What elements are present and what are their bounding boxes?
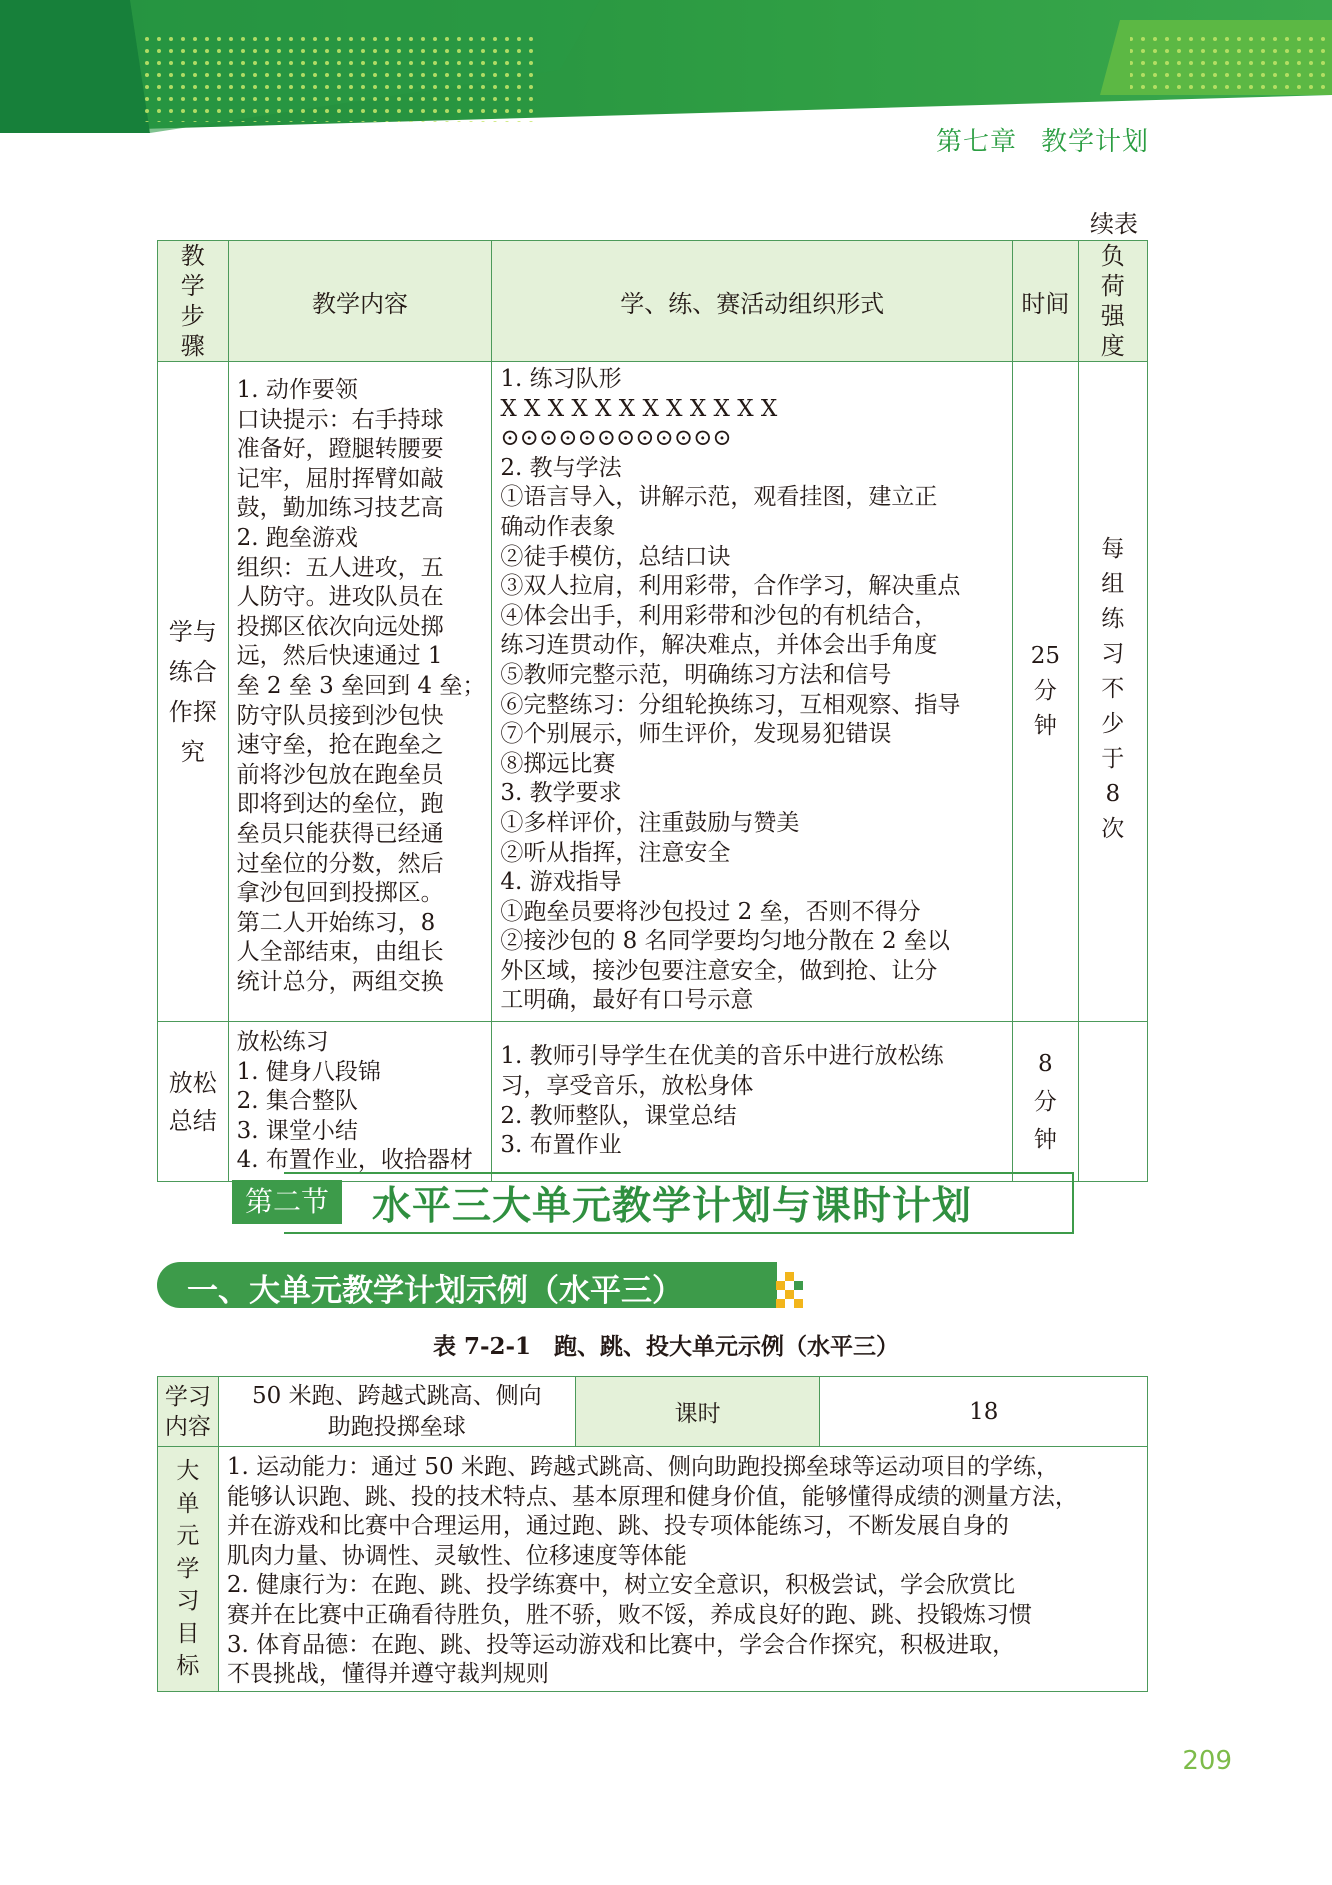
section-tag: 第二节 bbox=[232, 1180, 342, 1224]
text-line: ②听从指挥，注意安全 bbox=[500, 839, 731, 866]
text-line: 口诀提示：右手持球 bbox=[236, 406, 444, 433]
text-line: 大 bbox=[176, 1458, 200, 1485]
hours-value-cell: 18 bbox=[820, 1377, 1148, 1447]
time-stack bbox=[1013, 1045, 1077, 1159]
table-row bbox=[158, 362, 1148, 1022]
text-line: 3. 体育品德：在跑、跳、投等运动游戏和比赛中，学会合作探究，积极进取， bbox=[226, 1631, 1016, 1658]
text-line: 工明确，最好有口号示意 bbox=[500, 987, 754, 1014]
text-line: 练 bbox=[1101, 606, 1125, 632]
text-line: 学 bbox=[176, 1555, 200, 1582]
text-line: 钟 bbox=[1033, 1126, 1057, 1153]
text-line: ⊙⊙⊙⊙⊙⊙⊙⊙⊙⊙⊙⊙ bbox=[500, 425, 732, 452]
text-line: 1. 动作要领 bbox=[236, 377, 358, 403]
text-line: 准备好，蹬腿转腰要 bbox=[236, 436, 444, 463]
text-line: 25 bbox=[1030, 643, 1060, 669]
activity-cell bbox=[492, 362, 1013, 1022]
text-line: 过垒位的分数，然后 bbox=[236, 850, 444, 877]
text-line: 外区域，接沙包要注意安全，做到抢、让分 bbox=[500, 957, 938, 984]
text-line: 次 bbox=[1101, 816, 1125, 842]
text-line: 少 bbox=[1101, 711, 1125, 737]
text-line: 习，享受音乐，放松身体 bbox=[500, 1072, 754, 1099]
content-label-cell: 学习内容 bbox=[158, 1377, 219, 1447]
goals-cell bbox=[218, 1447, 1147, 1692]
time-stack bbox=[1013, 639, 1077, 744]
text-line: 拿沙包回到投掷区。 bbox=[236, 880, 444, 907]
text-line: 确动作表象 bbox=[500, 513, 616, 540]
text-line: 每 bbox=[1101, 536, 1125, 562]
text-line: 赛并在比赛中正确看待胜负，胜不骄，败不馁，养成良好的跑、跳、投锻炼习惯 bbox=[226, 1601, 1032, 1628]
text-line: 2. 跑垒游戏 bbox=[236, 524, 358, 551]
chapter-number: 第七章 bbox=[935, 127, 1017, 157]
text-line: 于 bbox=[1101, 746, 1125, 772]
text-line: 人全部结束，由组长 bbox=[236, 939, 444, 966]
text-line: 1. 运动能力：通过 50 米跑、跨越式跳高、侧向助跑投掷垒球等运动项目的学练， bbox=[226, 1454, 1060, 1480]
text-line: 分 bbox=[1033, 1088, 1057, 1115]
text-line: 练习连贯动作，解决难点，并体会出手角度 bbox=[500, 632, 938, 659]
table-header-row bbox=[158, 1377, 1148, 1447]
lesson-plan-table bbox=[157, 240, 1148, 1182]
text-line: ⑤教师完整示范，明确练习方法和信号 bbox=[500, 661, 892, 688]
text-line: ②接沙包的 8 名同学要均匀地分散在 2 垒以 bbox=[500, 928, 950, 955]
text-line: 前将沙包放在跑垒员 bbox=[236, 761, 444, 788]
text-line: 目 bbox=[176, 1620, 200, 1647]
subsection-heading bbox=[157, 1262, 797, 1308]
chapter-title: 教学计划 bbox=[1040, 127, 1149, 157]
text-line: 3. 布置作业 bbox=[500, 1132, 622, 1159]
text-line: 不畏挑战，懂得并遵守裁判规则 bbox=[226, 1661, 549, 1688]
section-heading bbox=[232, 1172, 1072, 1232]
text-line: 投掷区依次向远处掷 bbox=[236, 613, 444, 640]
content-value-lines bbox=[219, 1381, 575, 1443]
step-cell: 放松总结 bbox=[158, 1022, 229, 1182]
time-cell bbox=[1013, 362, 1078, 1022]
table-row bbox=[158, 1022, 1148, 1182]
text-line: 标 bbox=[176, 1653, 200, 1680]
content-cell bbox=[228, 362, 492, 1022]
load-cell bbox=[1078, 1022, 1147, 1182]
unit-plan-table bbox=[157, 1376, 1148, 1692]
checker-decoration-icon bbox=[767, 1272, 803, 1308]
text-line: 肌肉力量、协调性、灵敏性、位移速度等体能 bbox=[226, 1542, 687, 1569]
text-line: 能够认识跑、跳、投的技术特点、基本原理和健身价值，能够懂得成绩的测量方法， bbox=[226, 1483, 1078, 1510]
text-line: 人防守。进攻队员在 bbox=[236, 584, 444, 611]
text-line: 2. 集合整队 bbox=[236, 1088, 358, 1115]
table-header-row bbox=[158, 241, 1148, 362]
text-line: 习 bbox=[176, 1588, 200, 1615]
text-line: ⑧掷远比赛 bbox=[500, 750, 616, 777]
text-line: 3. 课堂小结 bbox=[236, 1117, 358, 1144]
text-line: 2. 健康行为：在跑、跳、投学练赛中，树立安全意识，积极尝试，学会欣赏比 bbox=[226, 1572, 1016, 1599]
text-line: ⑦个别展示，师生评价，发现易犯错误 bbox=[500, 721, 892, 748]
activity-lines bbox=[492, 362, 1012, 1016]
text-line: 分 bbox=[1033, 678, 1057, 704]
step-cell: 学与练合作探究 bbox=[158, 362, 229, 1022]
text-line: 组织：五人进攻，五 bbox=[236, 554, 444, 581]
header-cell-content: 教学内容 bbox=[228, 241, 492, 362]
text-line: 放松练习 bbox=[236, 1029, 329, 1055]
text-line: 第二人开始练习，8 bbox=[236, 909, 436, 936]
text-line: 防守队员接到沙包快 bbox=[236, 702, 444, 729]
text-line: 3. 教学要求 bbox=[500, 780, 622, 807]
text-line: 不 bbox=[1101, 676, 1125, 702]
table-caption: 表 7-2-1 跑、跳、投大单元示例（水平三） bbox=[432, 1333, 900, 1360]
text-line: ④体会出手，利用彩带和沙包的有机结合， bbox=[500, 602, 938, 629]
time-cell bbox=[1013, 1022, 1078, 1182]
text-line: 组 bbox=[1101, 571, 1125, 597]
text-line: 垒 2 垒 3 垒回到 4 垒； bbox=[236, 672, 486, 699]
text-line: 元 bbox=[176, 1523, 200, 1550]
text-line: ①多样评价，注重鼓励与赞美 bbox=[500, 809, 800, 836]
text-line: 统计总分，两组交换 bbox=[236, 968, 444, 995]
text-line: 2. 教与学法 bbox=[500, 454, 622, 481]
continued-label: 续表 bbox=[1090, 210, 1138, 238]
text-line: 4. 布置作业，收拾器材 bbox=[236, 1147, 473, 1174]
load-stack bbox=[1079, 362, 1147, 847]
header-banner bbox=[0, 0, 1332, 135]
goal-label-stack bbox=[158, 1455, 218, 1683]
text-line: 50 米跑、跨越式跳高、侧向 bbox=[252, 1382, 542, 1409]
text-line: X X X X X X X X X X X X bbox=[500, 395, 778, 422]
content-lines bbox=[229, 362, 492, 997]
goal-label-cell bbox=[158, 1447, 219, 1692]
load-cell bbox=[1078, 362, 1147, 1022]
page-number: 209 bbox=[1182, 1746, 1232, 1776]
activity-lines bbox=[492, 1042, 1012, 1160]
text-line: 2. 教师整队，课堂总结 bbox=[500, 1102, 737, 1129]
text-line: 习 bbox=[1101, 641, 1125, 667]
text-line: 1. 教师引导学生在优美的音乐中进行放松练 bbox=[500, 1043, 944, 1070]
header-cell-load: 负荷强度 bbox=[1078, 241, 1147, 362]
text-line: ①语言导入，讲解示范，观看挂图，建立正 bbox=[500, 484, 938, 511]
text-line: 1. 健身八段锦 bbox=[236, 1058, 381, 1085]
text-line: 鼓，勤加练习技艺高 bbox=[236, 495, 444, 522]
header-cell-activity: 学、练、赛活动组织形式 bbox=[492, 241, 1013, 362]
text-line: 单 bbox=[176, 1490, 200, 1517]
content-value-cell bbox=[218, 1377, 575, 1447]
text-line: ②徒手模仿，总结口诀 bbox=[500, 543, 731, 570]
text-line: 4. 游戏指导 bbox=[500, 869, 622, 896]
table-row bbox=[158, 1447, 1148, 1692]
text-line: ⑥完整练习：分组轮换练习，互相观察、指导 bbox=[500, 691, 961, 718]
chapter-heading bbox=[936, 121, 1149, 158]
header-cell-step: 教学步骤 bbox=[158, 241, 229, 362]
text-line: 钟 bbox=[1033, 713, 1057, 739]
hours-label-cell: 课时 bbox=[575, 1377, 820, 1447]
text-line: 并在游戏和比赛中合理运用，通过跑、跳、投专项体能练习，不断发展自身的 bbox=[226, 1513, 1009, 1540]
text-line: ③双人拉肩，利用彩带，合作学习，解决重点 bbox=[500, 573, 961, 600]
content-lines bbox=[229, 1022, 492, 1176]
goals-lines bbox=[219, 1447, 1147, 1690]
activity-cell bbox=[492, 1022, 1013, 1182]
text-line: 助跑投掷垒球 bbox=[327, 1413, 466, 1440]
text-line: ①跑垒员要将沙包投过 2 垒，否则不得分 bbox=[500, 898, 921, 925]
text-line: 远，然后快速通过 1 bbox=[236, 643, 443, 670]
text-line: 8 bbox=[1038, 1050, 1053, 1077]
subsection-title: 一、大单元教学计划示例（水平三） bbox=[187, 1273, 683, 1309]
text-line: 记牢，屈肘挥臂如敲 bbox=[236, 465, 444, 492]
content-cell bbox=[228, 1022, 492, 1182]
text-line: 速守垒，抢在跑垒之 bbox=[236, 732, 444, 759]
text-line: 垒员只能获得已经通 bbox=[236, 820, 444, 847]
section-title: 水平三大单元教学计划与课时计划 bbox=[372, 1184, 973, 1229]
text-line: 1. 练习队形 bbox=[500, 366, 622, 392]
text-line: 即将到达的垒位，跑 bbox=[236, 791, 444, 818]
text-line: 8 bbox=[1105, 781, 1121, 807]
header-cell-time: 时间 bbox=[1013, 241, 1078, 362]
